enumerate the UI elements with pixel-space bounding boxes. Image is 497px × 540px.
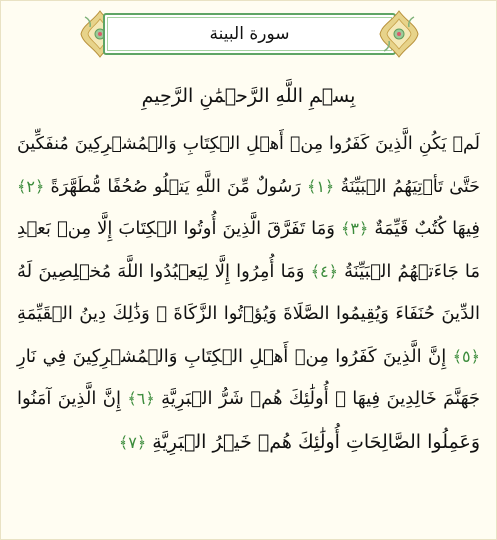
verse-text: وَعَمِلُوا الصَّالِحَاتِ أُولَٰئِكَ هُمۡ خَيۡرُ الۡبَرِيَّةِ xyxy=(152,430,480,453)
verse-line xyxy=(17,336,480,379)
ayah-number-marker: ﴿٤﴾ xyxy=(310,261,338,281)
verse-line xyxy=(17,421,480,464)
ayah-number-marker: ﴿٥﴾ xyxy=(452,346,480,366)
verse-line xyxy=(17,293,480,336)
ayah-number-marker: ﴿٣﴾ xyxy=(341,219,369,238)
floral-ornament-icon xyxy=(376,7,422,61)
verse-line xyxy=(17,251,480,294)
verse-text: الدِّينَ حُنَفَاءَ وَيُقِيمُوا الصَّلَاةَ وَيُؤۡتُوا الزَّكَاةَ ۚ وَذَٰلِكَ دِينُ الۡقَيِّمَةِ xyxy=(17,303,480,324)
verse-text: جَهَنَّمَ خَالِدِينَ فِيهَا ۚ أُولَٰئِكَ هُمۡ شَرُّ الۡبَرِيَّةِ ﴿٦﴾ إِنَّ الَّذِينَ آمَنُوا xyxy=(17,388,480,409)
ayah-number-marker: ﴿١﴾ xyxy=(306,176,335,196)
verse-line xyxy=(17,123,480,166)
verse-text: مَا جَاءَتۡهُمُ الۡبَيِّنَةُ ﴿٤﴾ وَمَا أُمِرُوا إِلَّا لِيَعۡبُدُوا اللَّهَ مُخۡلِصِينَ لَهُ xyxy=(17,260,481,282)
verse-text: ﴿٥﴾ إِنَّ الَّذِينَ كَفَرُوا مِنۡ أَهۡلِ الۡكِتَابِ وَالۡمُشۡرِكِينَ فِي نَارِ xyxy=(17,345,480,367)
ayah-number-marker: ﴿٦﴾ xyxy=(127,389,155,408)
surah-header xyxy=(1,1,497,67)
ayah-number-marker: ﴿٢﴾ xyxy=(17,176,45,196)
verse-text: حَتَّىٰ تَأۡتِيَهُمُ الۡبَيِّنَةُ ﴿١﴾ رَسُولٌ مِّنَ اللَّهِ يَتۡلُو صُحُفًا مُّطَهَّرَةً xyxy=(50,176,480,197)
verse-text: لَمۡ يَكُنِ الَّذِينَ كَفَرُوا مِنۡ أَهۡلِ الۡكِتَابِ وَالۡمُشۡرِكِينَ مُنفَكِّينَ xyxy=(17,134,480,154)
verse-block xyxy=(17,123,480,463)
ayah-number-marker: ﴿٧﴾ xyxy=(118,432,147,452)
verse-line xyxy=(17,378,480,421)
verse-text: فِيهَا كُتُبٌ قَيِّمَةٌ ﴿٣﴾ وَمَا تَفَرَّقَ الَّذِينَ أُوتُوا الۡكِتَابَ إِلَّا مِنۢ بَعۡدِ xyxy=(17,218,480,239)
surah-title: سورة البينة xyxy=(209,24,290,44)
basmala: بِسۡمِ اللَّهِ الرَّحۡمَٰنِ الرَّحِيمِ xyxy=(141,85,356,107)
verse-line xyxy=(17,208,480,251)
verse-line xyxy=(17,166,480,209)
surah-title-frame xyxy=(103,13,396,55)
